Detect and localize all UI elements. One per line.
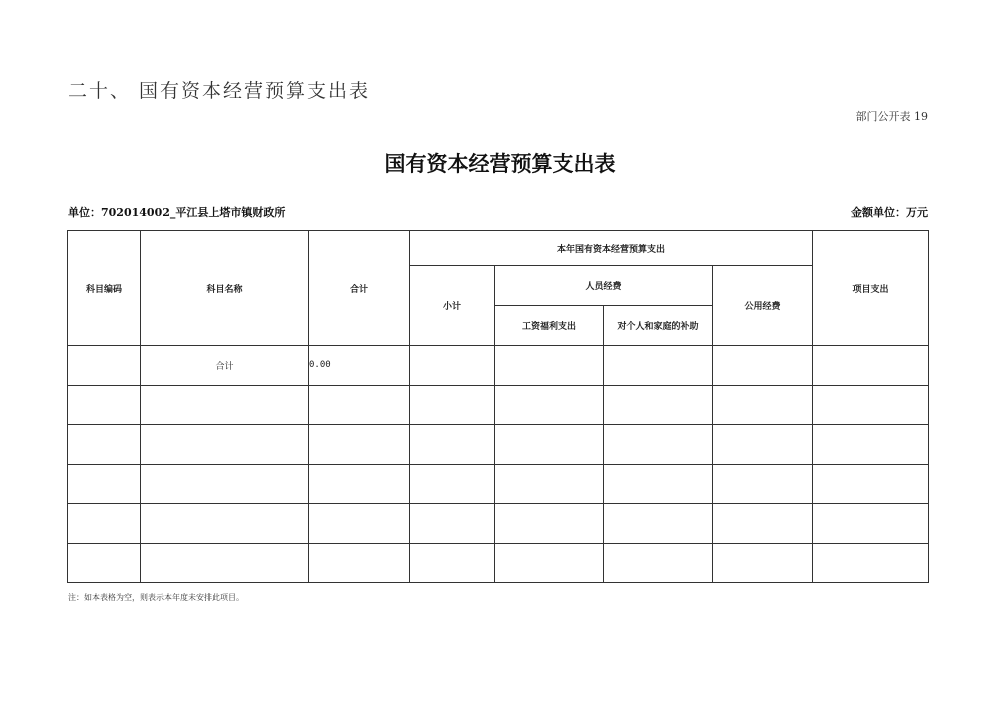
- header-public-cost: 公用经费: [713, 266, 813, 346]
- table-row: [68, 425, 929, 465]
- amount-unit-label: 金额单位：万元: [851, 206, 928, 219]
- table-cell: [410, 346, 495, 386]
- table-cell: [309, 543, 410, 583]
- header-subject-code: 科目编码: [68, 231, 141, 346]
- table-cell: [68, 346, 141, 386]
- page-title: 国有资本经营预算支出表: [384, 151, 616, 176]
- table-cell: [604, 425, 713, 465]
- table-cell: [410, 504, 495, 544]
- table-cell: [141, 464, 309, 504]
- table-cell: [495, 543, 604, 583]
- header-wages-welfare: 工资福利支出: [495, 306, 604, 346]
- table-cell: [713, 464, 813, 504]
- section-heading: 二十、 国有资本经营预算支出表: [68, 80, 371, 102]
- total-row-amount: 0.00: [309, 346, 410, 386]
- unit-label: 单位：702014002_平江县上塔市镇财政所: [68, 206, 286, 219]
- expenditure-table: [67, 230, 929, 583]
- footnote: 注：如本表格为空，则表示本年度未安排此项目。: [68, 593, 244, 602]
- table-cell: [604, 543, 713, 583]
- table-row: [68, 504, 929, 544]
- total-row-label: 合计: [141, 346, 309, 386]
- header-individual-household-subsidy: 对个人和家庭的补助: [604, 306, 713, 346]
- table-cell: [604, 346, 713, 386]
- table-cell: [309, 425, 410, 465]
- table-cell: [813, 346, 929, 386]
- table-cell: [713, 346, 813, 386]
- header-personnel-cost: 人员经费: [495, 266, 713, 306]
- table-cell: [309, 504, 410, 544]
- table-cell: [813, 543, 929, 583]
- table-cell: [410, 464, 495, 504]
- table-cell: [309, 464, 410, 504]
- table-cell: [68, 504, 141, 544]
- table-cell: [141, 385, 309, 425]
- table-cell: [713, 385, 813, 425]
- table-row: [68, 385, 929, 425]
- table-cell: [604, 504, 713, 544]
- header-total: 合计: [309, 231, 410, 346]
- table-cell: [410, 543, 495, 583]
- table-cell: [604, 385, 713, 425]
- table-cell: [309, 385, 410, 425]
- table-cell: [68, 543, 141, 583]
- table-cell: [495, 425, 604, 465]
- table-cell: [141, 425, 309, 465]
- table-cell: [68, 464, 141, 504]
- table-cell: [68, 385, 141, 425]
- table-cell: [495, 346, 604, 386]
- table-cell: [813, 464, 929, 504]
- table-cell: [68, 425, 141, 465]
- table-cell: [813, 425, 929, 465]
- table-cell: [495, 385, 604, 425]
- table-cell: [813, 504, 929, 544]
- table-cell: [713, 504, 813, 544]
- table-row-total: [68, 346, 929, 386]
- table-row: [68, 543, 929, 583]
- header-subject-name: 科目名称: [141, 231, 309, 346]
- table-cell: [713, 425, 813, 465]
- table-row: [68, 464, 929, 504]
- table-cell: [495, 464, 604, 504]
- header-subtotal: 小计: [410, 266, 495, 346]
- table-cell: [495, 504, 604, 544]
- header-project-expenditure: 项目支出: [813, 231, 929, 346]
- header-annual-expenditure: 本年国有资本经营预算支出: [410, 231, 813, 266]
- table-cell: [813, 385, 929, 425]
- table-cell: [604, 464, 713, 504]
- table-cell: [410, 425, 495, 465]
- table-cell: [713, 543, 813, 583]
- document-reference: 部门公开表 19: [855, 110, 928, 123]
- table-cell: [141, 543, 309, 583]
- table-cell: [141, 504, 309, 544]
- table-cell: [410, 385, 495, 425]
